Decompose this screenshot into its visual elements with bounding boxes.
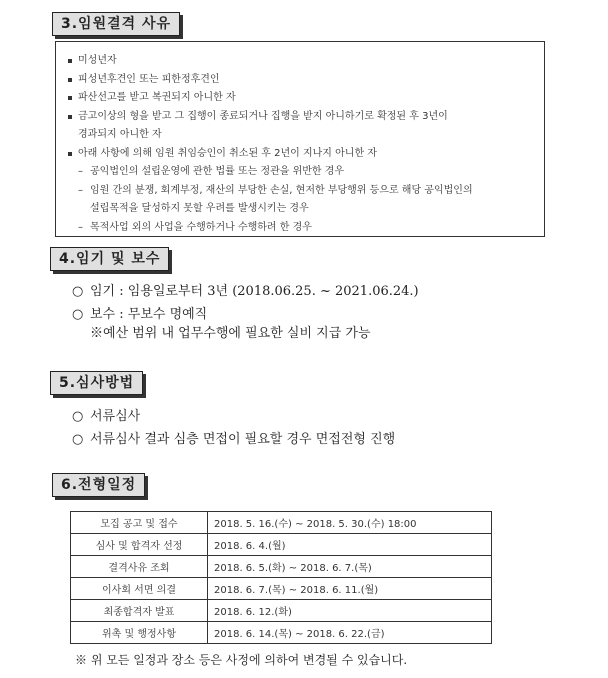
schedule-step: 최종합격자 발표: [71, 600, 208, 622]
table-row: [71, 556, 492, 578]
table-row: [71, 578, 492, 600]
term-text: 임기 : 임용일로부터 3년 (2018.06.25. ~ 2021.06.24.): [90, 284, 419, 299]
list-item-continuation: 경과되지 아니한 자: [78, 129, 162, 140]
pay-note: ※예산 범위 내 업무수행에 필요한 실비 지급 가능: [90, 326, 371, 341]
list-item: 금고이상의 형을 받고 그 집행이 종료되거나 집행을 받지 아니하기로 확정된 후 3년이: [68, 108, 536, 127]
schedule-date: 2018. 5. 16.(수) ~ 2018. 5. 30.(수) 18:00: [208, 512, 492, 534]
schedule-date: 2018. 6. 12.(화): [208, 600, 492, 622]
schedule-date: 2018. 6. 4.(월): [208, 534, 492, 556]
circle-bullet: ○: [72, 284, 84, 299]
disqualification-box: [55, 41, 545, 237]
sub-list-item: – 임원 간의 분쟁, 회계부정, 재산의 부당한 손실, 현저한 부당행위 등으로 해당 공익법인의: [68, 182, 536, 201]
schedule-date: 2018. 6. 5.(화) ~ 2018. 6. 7.(목): [208, 556, 492, 578]
list-item: 파산선고를 받고 복권되지 아니한 자: [68, 89, 536, 108]
method-text: 서류심사 결과 심층 면접이 필요할 경우 면접전형 진행: [90, 432, 396, 447]
section-title-schedule: 6.전형일정: [52, 473, 145, 497]
circle-bullet: ○: [72, 307, 84, 322]
schedule-date: 2018. 6. 14.(목) ~ 2018. 6. 22.(금): [208, 622, 492, 644]
table-row: [71, 622, 492, 644]
sub-list-item: – 공익법인의 설립운영에 관한 법률 또는 정관을 위반한 경우: [68, 163, 536, 182]
schedule-step: 위촉 및 행정사항: [71, 622, 208, 644]
term-line: [72, 280, 419, 299]
section-title-term-pay: 4.임기 및 보수: [50, 247, 169, 271]
schedule-step: 모집 공고 및 접수: [71, 512, 208, 534]
pay-line: [72, 303, 207, 322]
list-item: 미성년자: [68, 52, 536, 71]
method-line-2: [72, 428, 395, 447]
method-line-1: [72, 405, 140, 424]
sub-list-item: – 목적사업 외의 사업을 수행하거나 수행하려 한 경우: [68, 219, 536, 238]
table-row: [71, 534, 492, 556]
list-item: 아래 사항에 의해 임원 취임승인이 취소된 후 2년이 지나지 아니한 자: [68, 145, 536, 164]
table-row: [71, 512, 492, 534]
table-row: [71, 600, 492, 622]
schedule-step: 결격사유 조회: [71, 556, 208, 578]
pay-text: 보수 : 무보수 명예직: [90, 307, 208, 322]
circle-bullet: ○: [72, 409, 84, 424]
schedule-step: 심사 및 합격자 선정: [71, 534, 208, 556]
schedule-date: 2018. 6. 7.(목) ~ 2018. 6. 11.(월): [208, 578, 492, 600]
method-text: 서류심사: [90, 409, 141, 424]
schedule-table: [70, 511, 492, 644]
sub-list-item-continuation: 설립목적을 달성하지 못할 우려를 발생시키는 경우: [90, 203, 309, 214]
list-item: 피성년후견인 또는 피한정후견인: [68, 71, 536, 90]
section-title-review-method: 5.심사방법: [50, 371, 143, 395]
section-title-disqualification: 3.임원결격 사유: [52, 12, 180, 36]
schedule-step: 이사회 서면 의결: [71, 578, 208, 600]
circle-bullet: ○: [72, 432, 84, 447]
schedule-note: ※ 위 모든 일정과 장소 등은 사정에 의하여 변경될 수 있습니다.: [75, 653, 408, 667]
